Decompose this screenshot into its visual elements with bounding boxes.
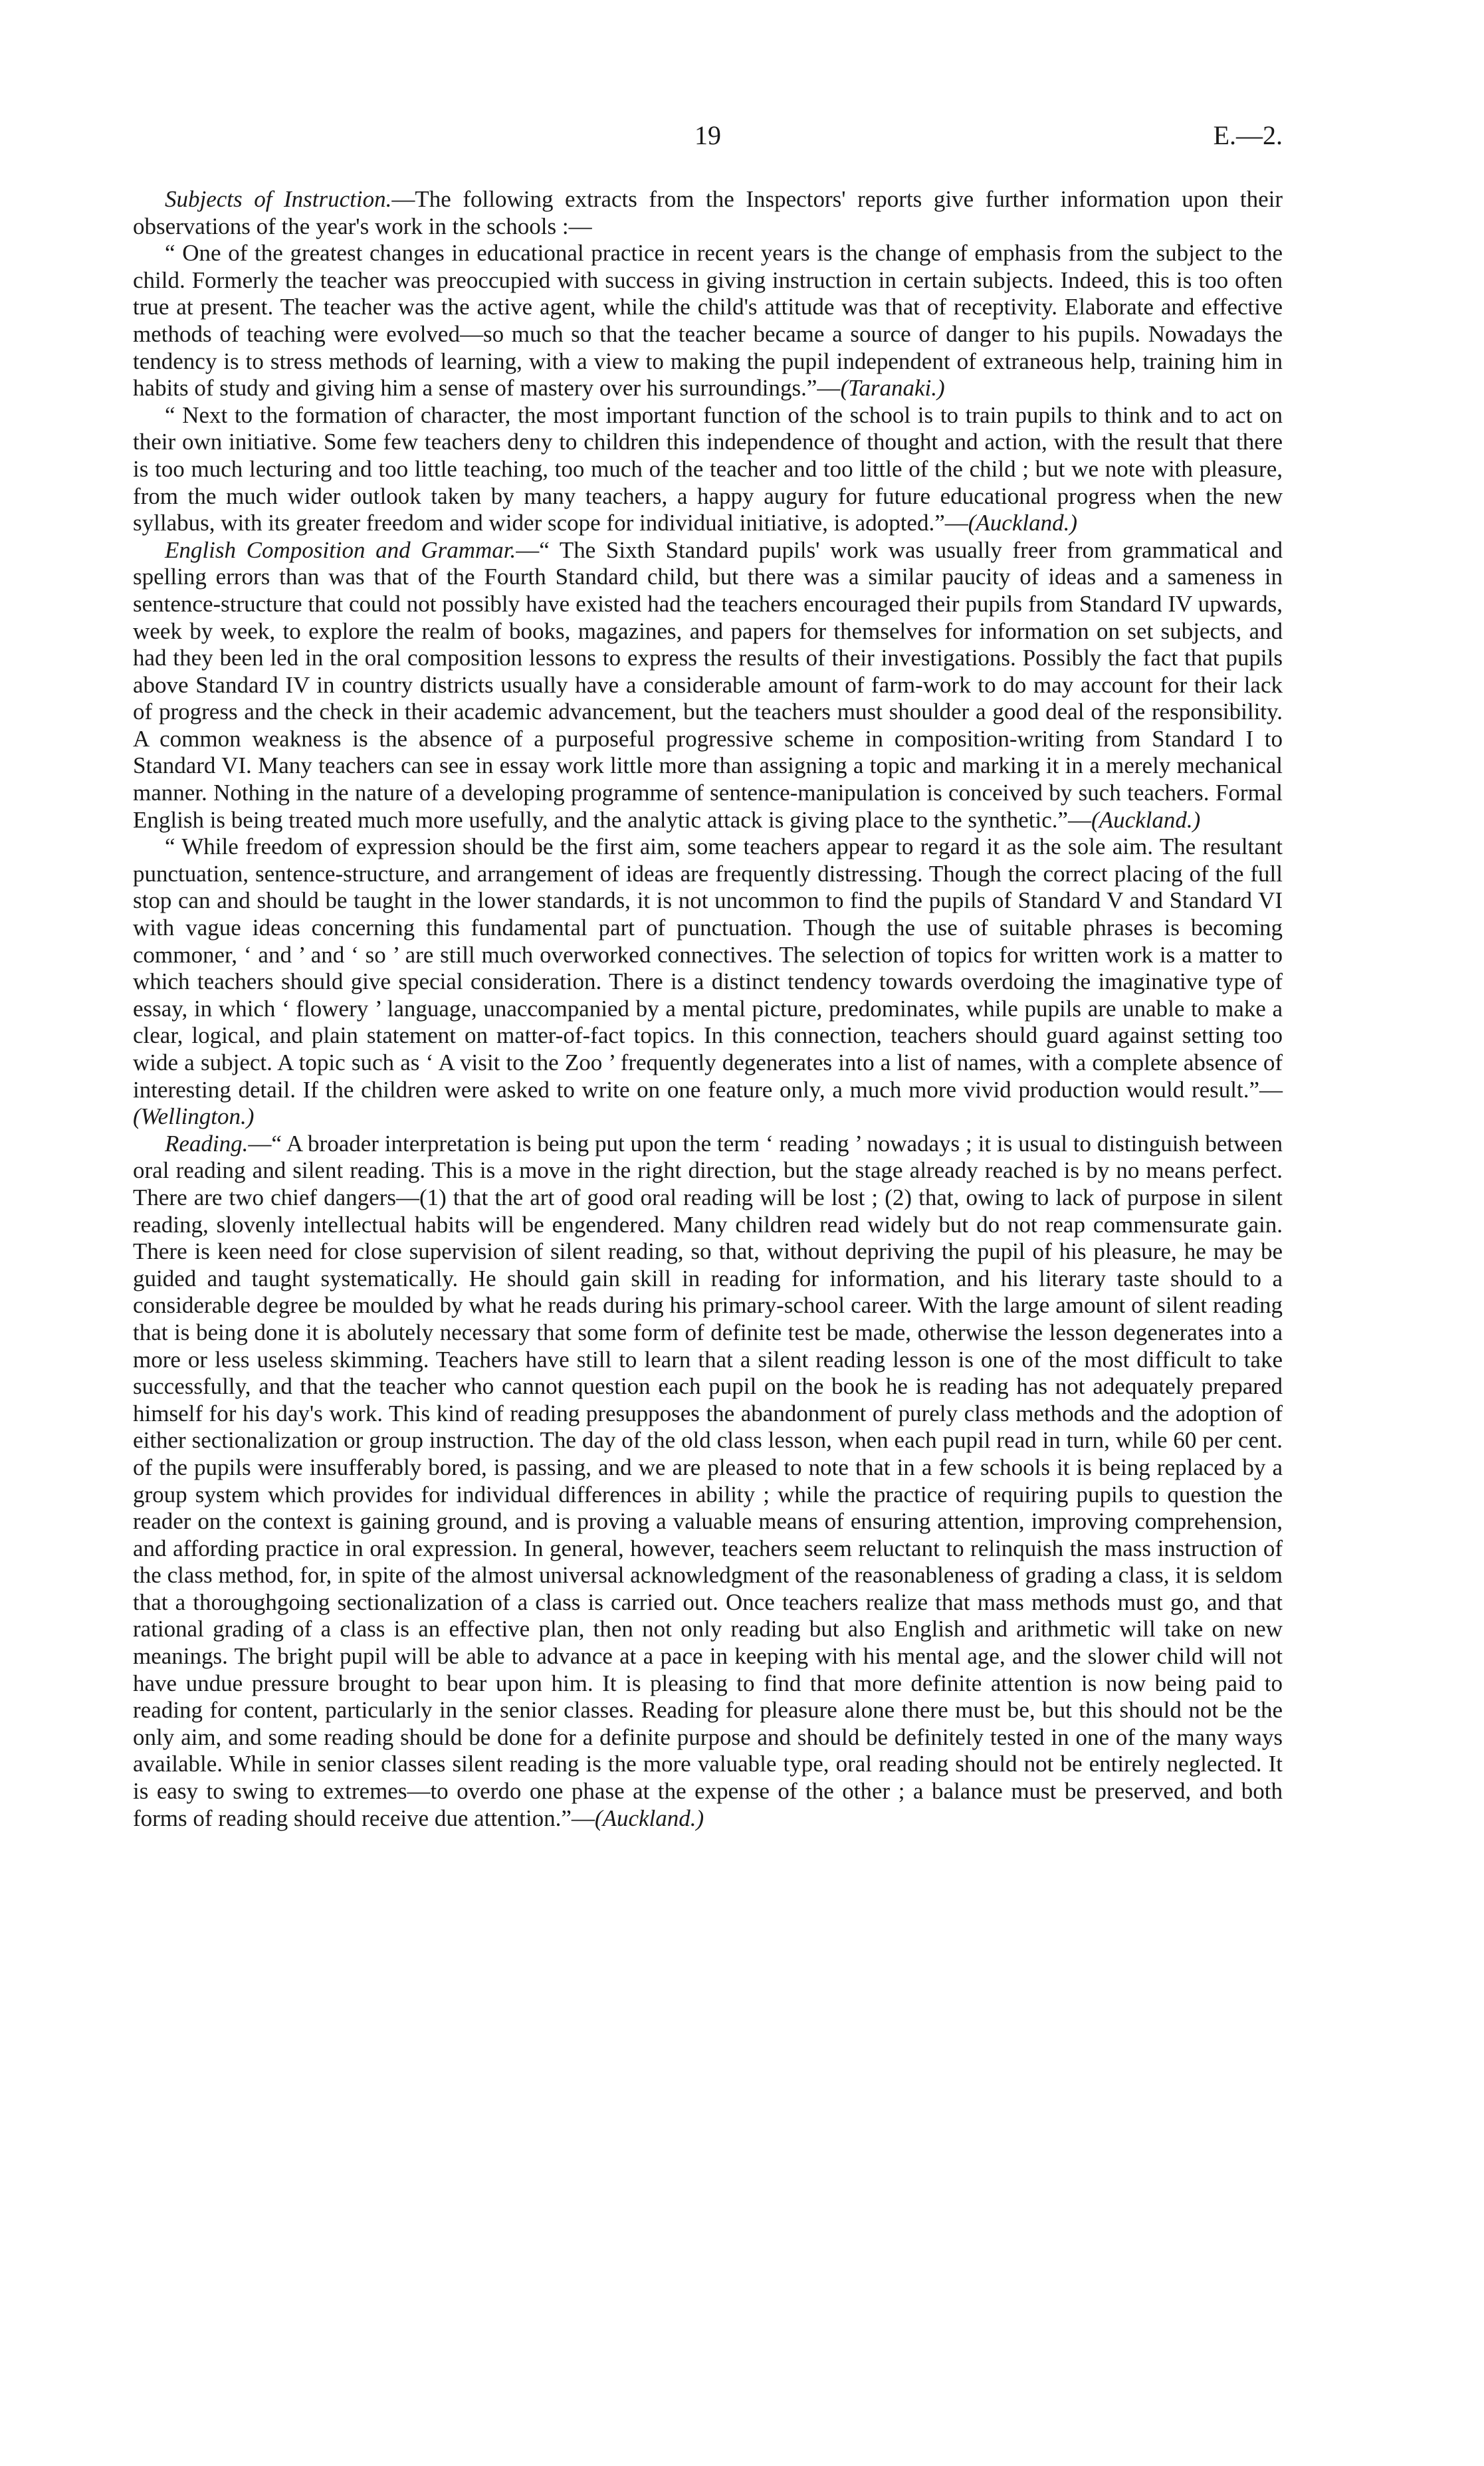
paragraph-text: “ One of the greatest changes in educational practice in recent years is the change of emphasis from the subject to the child. Formerly the teacher was preoccupied with success in giving instruction in certain subjects. Indeed, this is too often true at present. The teacher was the active agent, while the child's attitude was that of receptivity. Elaborate and effective methods of teaching were evolved—so much so that the teacher became a source of danger to his pupils. Nowadays the tendency is to stress methods of learning, with a view to making the pupil independent of extraneous help, training him in habits of study and giving him a sense of mastery over his surroundings.”— [133,240,1283,401]
paragraph-text: —The following extracts from the Inspectors' reports give further information upon their observations of the year's work in the schools :— [133,186,1283,239]
body-text [133,186,1283,1832]
page-header [133,120,1283,166]
paragraph-quote-wellington [133,834,1283,1131]
series-code: E.—2. [1213,120,1283,150]
section-heading-reading: Reading. [165,1130,249,1157]
source-attribution: (Auckland.) [968,510,1077,536]
paragraph-english-composition [133,537,1283,834]
paragraph-text: —“ The Sixth Standard pupils' work was usually freer from grammatical and spelling errors than was that of the Fourth Standard child, but there was a similar paucity of ideas and a sameness in sentence-structure that could not possibly have existed had the teachers encouraged their pupils from Standard IV upwards, week by week, to explore the realm of books, magazines, and papers for themselves for information on set subjects, and had they been led in the oral composition lessons to express the results of their investigations. Possibly the fact that pupils above Standard IV in country districts usually have a considerable amount of farm-work to do may account for their lack of progress and the check in their academic advancement, but the teachers must shoulder a good deal of the responsibility. A common weakness is the absence of a purposeful progressive scheme in composition-writing from Standard I to Standard VI. Many teachers can see in essay work little more than assigning a topic and marking it in a merely mechanical manner. Nothing in the nature of a developing programme of sentence-manipulation is conceived by such teachers. Formal English is being treated much more usefully, and the analytic attack is giving place to the synthetic.”— [133,536,1283,833]
section-heading-subjects-of-instruction: Subjects of Instruction. [165,186,392,212]
source-attribution: (Auckland.) [1091,806,1201,833]
paragraph-text: “ Next to the formation of character, the most important function of the school is to train pupils to think and to act on their own initiative. Some few teachers deny to children this independence of thought and action, with the result that there is too much lecturing and too little teaching, too much of the teacher and too little of the child ; but we note with pleasure, from the much wider outlook taken by many teachers, a happy augury for future educational progress when the new syllabus, with its greater freedom and wider scope for individual initiative, is adopted.”— [133,401,1283,536]
paragraph-subjects-of-instruction [133,186,1283,240]
paragraph-quote-auckland-character [133,402,1283,537]
document-page [133,120,1283,1832]
paragraph-text: —“ A broader interpretation is being put upon the term ‘ reading ’ nowadays ; it is usual to distinguish between oral reading and silent reading. This is a move in the right direction, but the stage already reached is by no means perfect. There are two chief dangers—(1) that the art of good oral reading will be lost ; (2) that, owing to lack of purpose in silent reading, slovenly intellectual habits will be engendered. Many children read widely but do not reap commensurate gain. There is keen need for close supervision of silent reading, so that, without depriving the pupil of his pleasure, he may be guided and taught systematically. He should gain skill in reading for information, and his literary taste should to a considerable degree be moulded by what he reads during his primary-school career. With the large amount of silent reading that is being done it is abolutely necessary that some form of definite test be made, otherwise the lesson degenerates into a more or less useless skimming. Teachers have still to learn that a silent reading lesson is one of the most difficult to take successfully, and that the teacher who cannot question each pupil on the book he is reading has not adequately prepared himself for his day's work. This kind of reading presupposes the abandonment of purely class methods and the adoption of either sectionalization or group instruction. The day of the old class lesson, when each pupil read in turn, while 60 per cent. of the pupils were insufferably bored, is passing, and we are pleased to note that in a few schools it is being replaced by a group system which provides for individual differences in ability ; while the practice of requiring pupils to question the reader on the context is gaining ground, and is proving a valuable means of ensuring attention, improving comprehension, and affording practice in oral expression. In general, however, teachers seem reluctant to relinquish the mass instruction of the class method, for, in spite of the almost universal acknowledgment of the reasonableness of grading a class, it is seldom that a thoroughgoing sectionalization of a class is carried out. Once teachers realize that mass methods must go, and that rational grading of a class is an effective plan, then not only reading but also English and arithmetic will take on new meanings. The bright pupil will be able to advance at a pace in keeping with his mental age, and the slower child will not have undue pressure brought to bear upon him. It is pleasing to find that more definite attention is now being paid to reading for content, particularly in the senior classes. Reading for pleasure alone there must be, but this should not be the only aim, and some reading should be done for a definite purpose and should be definitely tested in one of the many ways available. While in senior classes silent reading is the more valuable type, oral reading should not be entirely neglected. It is easy to swing to extremes—to overdo one phase at the expense of the other ; a balance must be preserved, and both forms of reading should receive due attention.”— [133,1130,1283,1831]
source-attribution: (Auckland.) [594,1805,704,1831]
paragraph-text: “ While freedom of expression should be the first aim, some teachers appear to regard it as the sole aim. The resultant punctuation, sentence-structure, and arrangement of ideas are frequently distressing. Though the correct placing of the full stop can and should be taught in the lower standards, it is not uncommon to find the pupils of Standard V and Standard VI with vague ideas concerning this fundamental part of punctuation. Though the use of suitable phrases is becoming commoner, ‘ and ’ and ‘ so ’ are still much overworked connectives. The selection of topics for written work is a matter to which teachers should give special consideration. There is a distinct tendency towards overdoing the imaginative type of essay, in which ‘ flowery ’ language, unaccompanied by a mental picture, predominates, while pupils are unable to make a clear, logical, and plain statement on matter-of-fact topics. In this connection, teachers should guard against setting too wide a subject. A topic such as ‘ A visit to the Zoo ’ frequently degenerates into a list of names, with a complete absence of interesting detail. If the children were asked to write on one feature only, a much more vivid production would result.”— [133,834,1283,1103]
source-attribution: (Taranaki.) [840,375,945,401]
source-attribution: (Wellington.) [133,1103,255,1130]
paragraph-reading [133,1131,1283,1832]
section-heading-english-composition: English Composition and Grammar. [165,536,516,563]
paragraph-quote-taranaki [133,240,1283,402]
page-number: 19 [694,120,721,150]
